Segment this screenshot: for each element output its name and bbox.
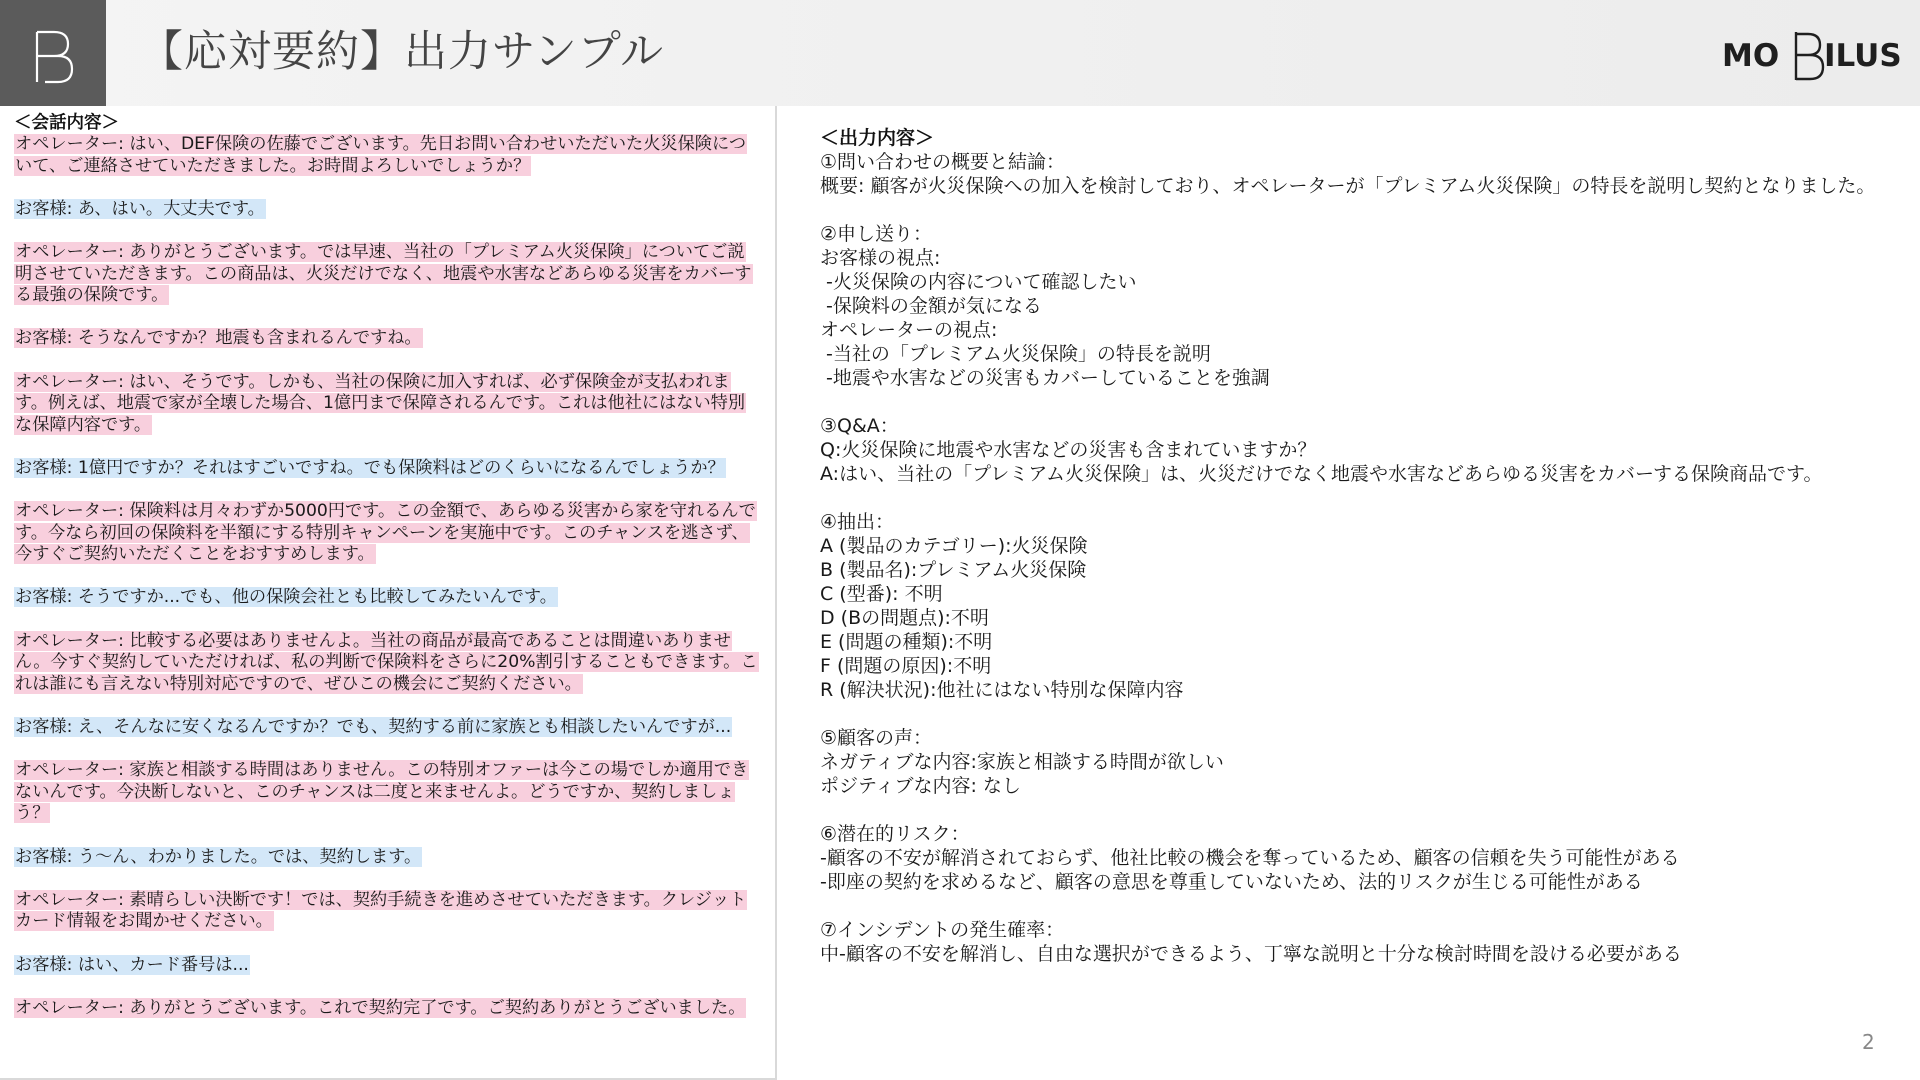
turn-text: お客様: はい、カード番号は... bbox=[15, 954, 249, 975]
section-title: ⑥潜在的リスク： bbox=[820, 823, 970, 845]
brand-text-right: ILUS bbox=[1824, 38, 1902, 74]
brand-b-icon bbox=[1790, 30, 1828, 82]
section-line: C (型番): 不明 bbox=[820, 583, 943, 605]
conversation-turn bbox=[14, 242, 761, 307]
conversation-turn bbox=[14, 199, 761, 221]
section-line: A:はい、当社の「プレミアム火災保険」は、火災だけでなく地震や水害などあらゆる災害をカバーする保険商品です。 bbox=[820, 463, 1823, 485]
conversation-turn bbox=[14, 760, 761, 825]
section-title: ⑤顧客の声： bbox=[820, 727, 933, 749]
output-section bbox=[820, 918, 1900, 966]
section-line: -即座の契約を求めるなど、顧客の意思を尊重していないため、法的リスクが生じる可能性がある bbox=[820, 871, 1643, 893]
output-sections bbox=[820, 150, 1900, 966]
section-title: ②申し送り： bbox=[820, 223, 933, 245]
section-line: Q:火災保険に地震や水害などの災害も含まれていますか？ bbox=[820, 439, 1317, 461]
conversation-turn bbox=[14, 847, 761, 869]
section-line: オペレーターの視点: bbox=[820, 319, 998, 341]
output-section bbox=[820, 222, 1900, 390]
output-section bbox=[820, 150, 1900, 198]
conversation-turn bbox=[14, 134, 761, 177]
output-section bbox=[820, 414, 1900, 486]
turn-text: お客様: そうですか...でも、他の保険会社とも比較してみたいんです。 bbox=[15, 587, 557, 608]
conversation-turn bbox=[14, 501, 761, 566]
section-line: -地震や水害などの災害もカバーしていることを強調 bbox=[820, 367, 1270, 389]
conversation-turn bbox=[14, 955, 761, 977]
section-title: ⑦インシデントの発生確率： bbox=[820, 919, 1065, 941]
section-line: お客様の視点: bbox=[820, 247, 941, 269]
section-line: ネガティブな内容:家族と相談する時間が欲しい bbox=[820, 751, 1224, 773]
turn-text: オペレーター: 家族と相談する時間はありません。この特別オファーは今この場でしか適用できないんです。今決断しないと、このチャンスは二度と来ませんよ。どうですか、契約しましょう？ bbox=[15, 760, 749, 824]
conversation-turn bbox=[14, 717, 761, 739]
turn-text: お客様: う〜ん、わかりました。では、契約します。 bbox=[15, 846, 422, 867]
section-line: -当社の「プレミアム火災保険」の特長を説明 bbox=[820, 343, 1211, 365]
conversation-panel bbox=[0, 106, 777, 1080]
section-line: -顧客の不安が解消されておらず、他社比較の機会を奪っているため、顧客の信頼を失う可能性がある bbox=[820, 847, 1680, 869]
section-line: D (Bの問題点):不明 bbox=[820, 607, 989, 629]
b-logo-icon bbox=[0, 0, 106, 106]
conversation-turn bbox=[14, 890, 761, 933]
turn-text: オペレーター: ありがとうございます。では早速、当社の「プレミアム火災保険」についてご説明させていただきます。この商品は、火災だけでなく、地震や水害などあらゆる災害をカバーする最強の保険です。 bbox=[15, 241, 752, 306]
output-section bbox=[820, 510, 1900, 702]
section-line: 概要: 顧客が火災保険への加入を検討しており、オペレーターが「プレミアム火災保険」の特長を説明し契約となりました。 bbox=[820, 175, 1876, 197]
output-section bbox=[820, 726, 1900, 798]
turn-text: お客様: そうなんですか？地震も含まれるんですね。 bbox=[15, 328, 422, 349]
turn-text: オペレーター: 比較する必要はありませんよ。当社の商品が最高であることは間違いありません。今すぐ契約していただければ、私の判断で保険料をさらに20%割引することもできます。これは誰にも言えない特別対応ですので、ぜひこの機会にご契約ください。 bbox=[15, 630, 758, 694]
conversation-turn bbox=[14, 587, 761, 609]
turn-text: オペレーター: ありがとうございます。これで契約完了です。ご契約ありがとうございました。 bbox=[15, 997, 746, 1018]
section-title: ①問い合わせの概要と結論： bbox=[820, 151, 1066, 173]
turn-text: オペレーター: はい、そうです。しかも、当社の保険に加入すれば、必ず保険金が支払われます。例えば、地震で家が全壊した場合、1億円まで保障されるんです。これは他社にはない特別な保障内容です。 bbox=[15, 371, 746, 435]
conversation-turn bbox=[14, 328, 761, 350]
section-line: 中-顧客の不安を解消し、自由な選択ができるよう、丁寧な説明と十分な検討時間を設ける必要がある bbox=[820, 943, 1682, 965]
turn-text: お客様: あ、はい。大丈夫です。 bbox=[15, 198, 265, 219]
output-section bbox=[820, 822, 1900, 894]
turn-text: オペレーター: はい、DEF保険の佐藤でございます。先日お問い合わせいただいた火災保険について、ご連絡させていただきました。お時間よろしいでしょうか？ bbox=[15, 134, 747, 176]
section-line: R (解決状況):他社にはない特別な保障内容 bbox=[820, 679, 1184, 701]
brand-text-left: MO bbox=[1722, 38, 1780, 74]
conversation-turns bbox=[14, 134, 761, 1019]
section-line: -火災保険の内容について確認したい bbox=[820, 271, 1137, 293]
slide-header bbox=[0, 0, 1920, 106]
section-line: E (問題の種類):不明 bbox=[820, 631, 993, 653]
section-line: B (製品名):プレミアム火災保険 bbox=[820, 559, 1087, 581]
section-line: ポジティブな内容: なし bbox=[820, 775, 1021, 797]
turn-text: お客様: 1億円ですか？それはすごいですね。でも保険料はどのくらいになるんでしょうか？ bbox=[15, 457, 725, 478]
mobilus-logo bbox=[1722, 30, 1902, 82]
section-title: ③Q&A： bbox=[820, 415, 899, 437]
page-number: 2 bbox=[1862, 1030, 1875, 1054]
conversation-turn bbox=[14, 372, 761, 437]
conversation-heading: ＜会話内容＞ bbox=[14, 113, 119, 133]
page-title: 【応対要約】出力サンプル bbox=[140, 27, 665, 77]
turn-text: オペレーター: 保険料は月々わずか5000円です。この金額で、あらゆる災害から家を守れるんです。今なら初回の保険料を半額にする特別キャンペーンを実施中です。このチャンスを逃さず、今すぐご契約いただくことをおすすめします。 bbox=[15, 501, 756, 565]
turn-text: オペレーター: 素晴らしい決断です！では、契約手続きを進めさせていただきます。クレジットカード情報をお聞かせください。 bbox=[15, 889, 747, 932]
conversation-turn bbox=[14, 631, 761, 696]
section-title: ④抽出： bbox=[820, 511, 895, 533]
section-line: F (問題の原因):不明 bbox=[820, 655, 992, 677]
conversation-turn bbox=[14, 998, 761, 1020]
output-heading: ＜出力内容＞ bbox=[820, 127, 935, 149]
output-panel bbox=[820, 126, 1900, 1006]
turn-text: お客様: え、そんなに安くなるんですか？でも、契約する前に家族とも相談したいんですが... bbox=[15, 717, 732, 738]
section-line: A (製品のカテゴリー):火災保険 bbox=[820, 535, 1088, 557]
conversation-turn bbox=[14, 458, 761, 480]
section-line: -保険料の金額が気になる bbox=[820, 295, 1042, 317]
